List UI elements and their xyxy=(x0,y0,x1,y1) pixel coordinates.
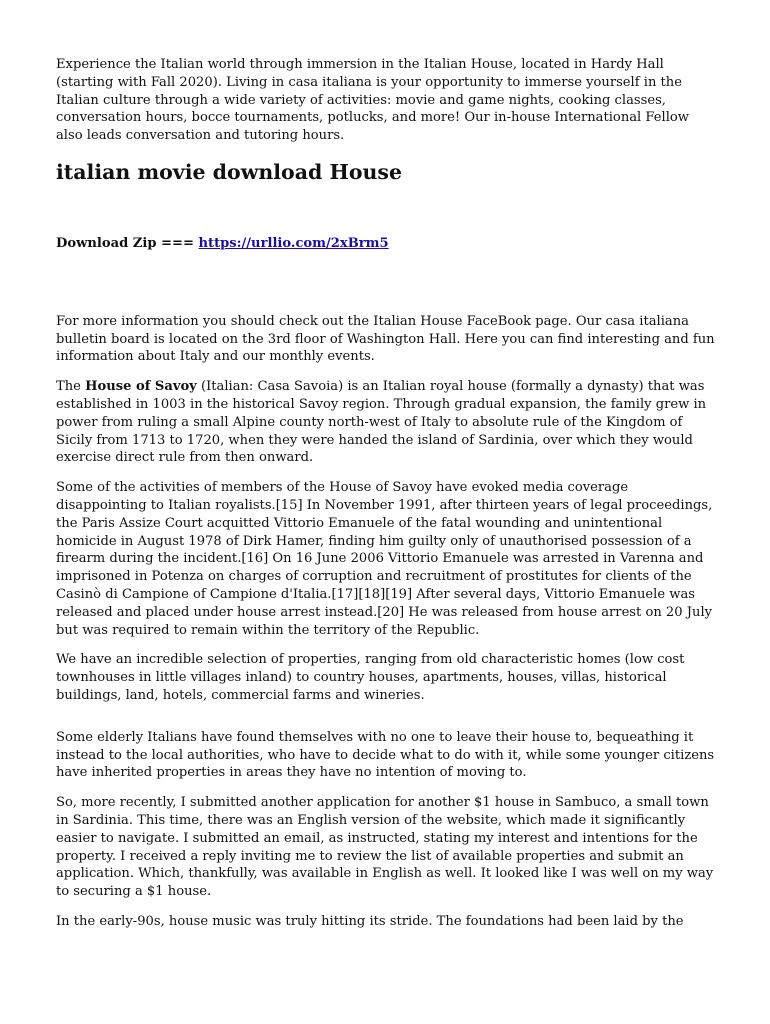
activities-paragraph: Some of the activities of members of the House of Savoy have evoked media coverage disappointing to Italian royalists.[15] In November 1991, after thirteen years of legal proceedings, the Paris Assize Court acquitted Vittorio Emanuele of the fatal wounding and unintentional homicide in August 1978 of Dirk Hamer, finding him guilty only of unauthorised possession of a firearm during the incident.[16] On 16 June 2006 Vittorio Emanuele was arrested in Varenna and imprisoned in Potenza on charges of corruption and recruitment of prostitutes for clients of the Casinò di Campione of Campione d'Italia.[17][18][19] After several days, Vittorio Emanuele was released and placed under house arrest instead.[20] He was released from house arrest on 20 July but was required to remain within the territory of the Republic. xyxy=(56,480,713,638)
properties-paragraph: We have an incredible selection of properties, ranging from old characteristic homes (low cost townhouses in little villages inland) to country houses, apartments, houses, villas, historical buildings, land, hotels, commercial farms and wineries. xyxy=(56,652,685,703)
download-label: Download Zip === xyxy=(56,235,194,251)
page-title: italian movie download House xyxy=(56,159,402,184)
savoy-paragraph xyxy=(56,378,718,467)
download-link[interactable]: https://urllio.com/2xBrm5 xyxy=(198,235,389,251)
sambuco-paragraph: So, more recently, I submitted another application for another $1 house in Sambuco, a small town in Sardinia. This time, there was an English version of the website, which made it significantly easier to navigate. I submitted an email, as instructed, stating my interest and intentions for the property. I received a reply inviting me to review the list of available properties and submit an application. Which, thankfully, was available in English as well. It looked like I was well on my way to securing a $1 house. xyxy=(56,795,714,900)
spacer xyxy=(56,717,718,729)
savoy-prefix: The xyxy=(56,379,81,395)
download-line xyxy=(56,235,718,253)
document-page xyxy=(56,56,718,943)
intro-paragraph: Experience the Italian world through immersion in the Italian House, located in Hardy Hall (starting with Fall 2020). Living in casa italiana is your opportunity to immerse yourself in the Italian culture through a wide variety of activities: movie and game nights, cooking classes, conversation hours, bocce tournaments, potlucks, and more! Our in-house International Fellow also leads conversation and tutoring hours. xyxy=(56,57,689,144)
info-paragraph: For more information you should check out the Italian House FaceBook page. Our casa italiana bulletin board is located on the 3rd floor of Washington Hall. Here you can find interesting and fun information about Italy and our monthly events. xyxy=(56,313,715,365)
savoy-text: (Italian: Casa Savoia) is an Italian royal house (formally a dynasty) that was established in 1003 in the historical Savoy region. Through gradual expansion, the family grew in power from ruling a small Alpine county north-west of Italy to absolute rule of the Kingdom of Sicily from 1713 to 1720, when they were handed the island of Sardinia, over which they would exercise direct rule from then onward. xyxy=(56,379,707,466)
elderly-paragraph: Some elderly Italians have found themselves with no one to leave their house to, bequeathing it instead to the local authorities, who have to decide what to do with it, while some younger citizens have inherited properties in areas they have no intention of moving to. xyxy=(56,729,715,781)
spacer xyxy=(56,253,718,313)
nineties-paragraph: In the early-90s, house music was truly hitting its stride. The foundations had been laid by the xyxy=(56,913,684,929)
savoy-bold-term: House of Savoy xyxy=(85,379,197,395)
